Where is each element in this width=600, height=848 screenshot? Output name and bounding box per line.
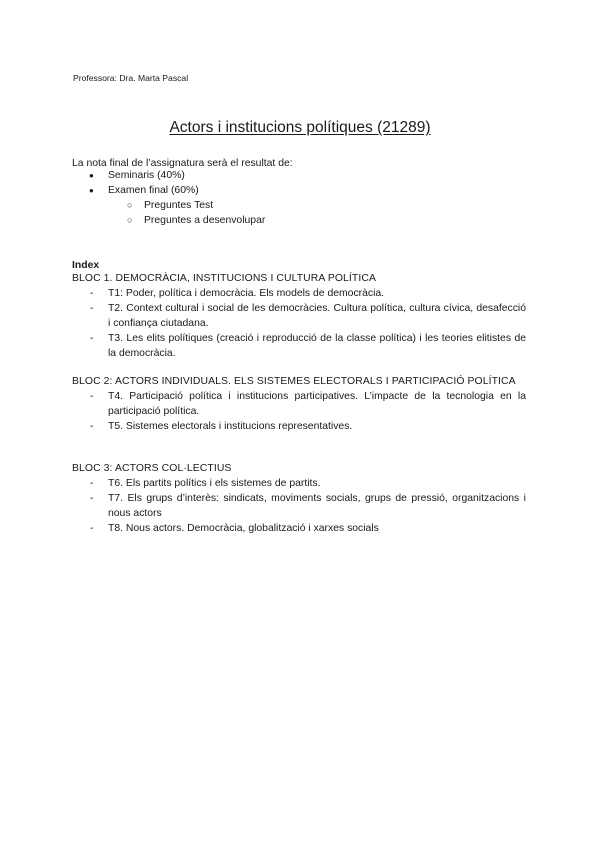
list-item [72, 476, 526, 491]
exam-part-essay: Preguntes a desenvolupar [144, 215, 266, 226]
dash-icon: - [90, 492, 94, 504]
topic-text: T4. Participació política i institucions participatives. L’impacte de la tecnologia en la participació política. [108, 390, 526, 417]
bloc-3 [72, 462, 526, 536]
bloc-2 [72, 375, 526, 434]
bloc-items [72, 286, 526, 361]
bullet-icon: ● [89, 186, 94, 195]
list-item [72, 168, 532, 183]
grading-item-seminars: Seminaris (40%) [108, 170, 185, 181]
bloc-items [72, 389, 526, 434]
dash-icon: - [90, 420, 94, 432]
list-item [72, 389, 526, 419]
bullet-icon: ● [89, 171, 94, 180]
topic-text: T2. Context cultural i social de les democràcies. Cultura política, cultura cívica, desafecció i confiança ciutadana. [108, 302, 526, 329]
list-item [72, 419, 526, 434]
dash-icon: - [90, 302, 94, 314]
circle-bullet-icon: ○ [127, 200, 133, 210]
topic-text: T6. Els partits polítics i els sistemes de partits. [108, 477, 321, 489]
list-item [72, 301, 526, 331]
list-item [72, 286, 526, 301]
bloc-title: BLOC 3: ACTORS COL·LECTIUS [72, 463, 232, 474]
index-heading: Index [72, 260, 100, 271]
grading-item-exam: Examen final (60%) [108, 185, 199, 196]
list-item [72, 198, 532, 213]
dash-icon: - [90, 287, 94, 299]
list-item [72, 521, 526, 536]
professor-line: Professora: Dra. Marta Pascal [73, 73, 189, 83]
bloc-items [72, 476, 526, 536]
page-title: Actors i institucions polítiques (21289) [169, 119, 431, 136]
topic-text: T3. Les elits polítiques (creació i reproducció de la classe política) i les teories elitistes de la democràcia. [108, 332, 526, 359]
topic-text: T5. Sistemes electorals i institucions representatives. [108, 420, 353, 432]
topic-text: T1: Poder, política i democràcia. Els models de democràcia. [108, 287, 385, 299]
grading-list [72, 168, 532, 228]
bloc-1 [72, 272, 526, 361]
exam-part-test: Preguntes Test [144, 200, 214, 211]
list-item [72, 491, 526, 521]
dash-icon: - [90, 390, 94, 402]
list-item [72, 183, 532, 228]
grading-intro: La nota final de l’assignatura serà el resultat de: [72, 158, 293, 169]
bloc-title: BLOC 1. DEMOCRÀCIA, INSTITUCIONS I CULTURA POLÍTICA [72, 273, 376, 284]
dash-icon: - [90, 522, 94, 534]
exam-parts-list [72, 198, 532, 228]
circle-bullet-icon: ○ [127, 215, 133, 225]
list-item [72, 213, 532, 228]
topic-text: T8. Nous actors. Democràcia, globalització i xarxes socials [108, 522, 379, 534]
topic-text: T7. Els grups d’interès: sindicats, moviments socials, grups de pressió, organitzacions i nous actors [108, 492, 526, 519]
bloc-title: BLOC 2: ACTORS INDIVIDUALS. ELS SISTEMES ELECTORALS I PARTICIPACIÓ POLÍTICA [72, 376, 516, 387]
dash-icon: - [90, 332, 94, 344]
dash-icon: - [90, 477, 94, 489]
list-item [72, 331, 526, 361]
